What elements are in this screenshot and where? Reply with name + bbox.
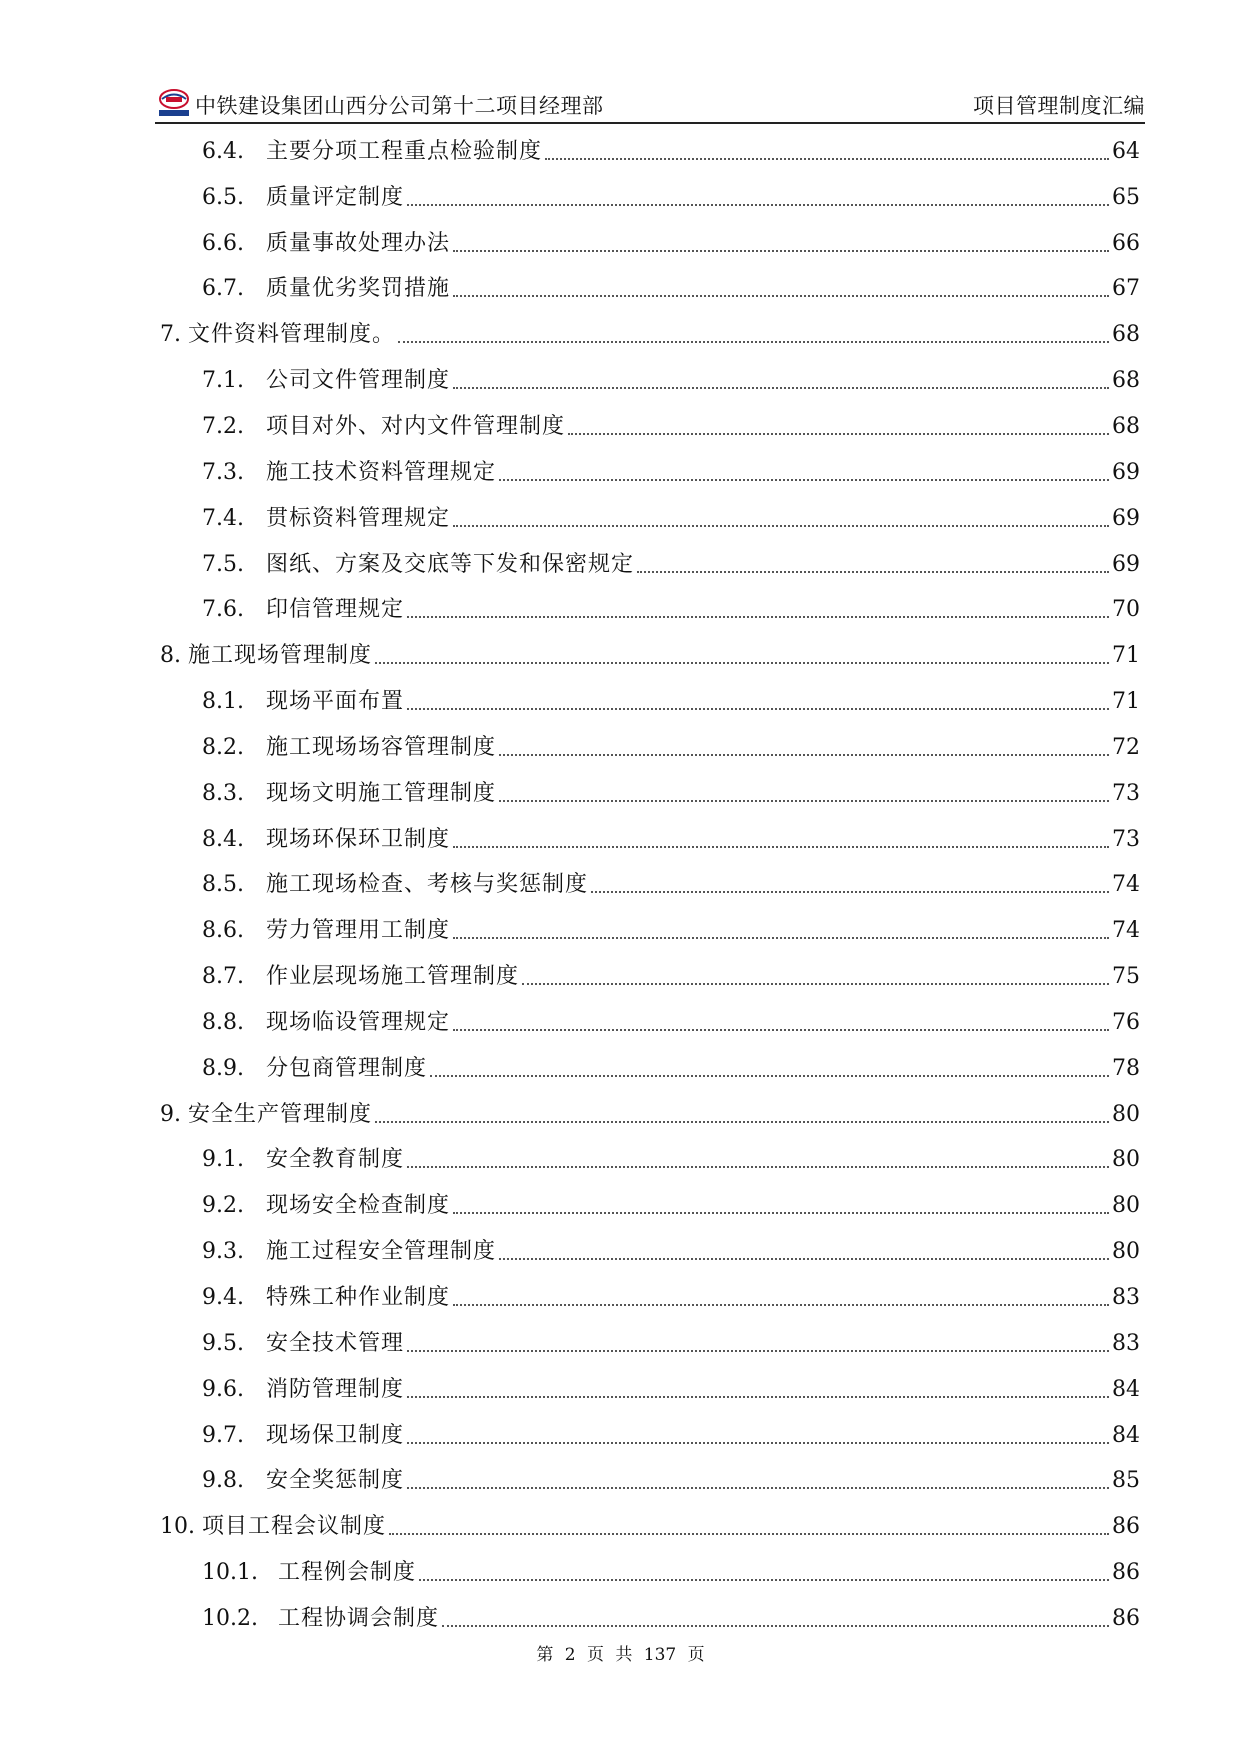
- header-document-title: 项目管理制度汇编: [973, 94, 1145, 118]
- page-footer: 第 2 页 共 137 页: [536, 1645, 705, 1665]
- toc-entry-page: 66: [1112, 230, 1140, 256]
- toc-entry-number: 9.6.: [202, 1376, 244, 1402]
- toc-dot-leader: [453, 1212, 1109, 1214]
- toc-entry-number: 6.5.: [202, 184, 244, 210]
- toc-entry-number: 9.5.: [202, 1330, 244, 1356]
- toc-entry-page: 86: [1112, 1605, 1140, 1631]
- toc-dot-leader: [591, 891, 1109, 893]
- toc-dot-leader: [453, 525, 1109, 527]
- toc-dot-leader: [419, 1579, 1109, 1581]
- toc-entry-title: 文件资料管理制度。: [188, 322, 396, 348]
- toc-entry[interactable]: [160, 1046, 1140, 1092]
- toc-dot-leader: [568, 433, 1109, 435]
- toc-entry[interactable]: [160, 1183, 1140, 1229]
- toc-entry-number: 8.6.: [202, 918, 244, 944]
- toc-entry[interactable]: [160, 633, 1140, 679]
- toc-entry-number: 9.1.: [202, 1147, 244, 1173]
- toc-dot-leader: [453, 250, 1109, 252]
- toc-entry-page: 70: [1112, 597, 1140, 623]
- toc-dot-leader: [453, 1304, 1109, 1306]
- toc-entry-number: 8.7.: [202, 964, 244, 990]
- toc-entry[interactable]: [160, 1458, 1140, 1504]
- toc-dot-leader: [389, 1533, 1109, 1535]
- toc-entry-number: 6.6.: [202, 230, 244, 256]
- toc-entry-page: 75: [1112, 964, 1140, 990]
- toc-entry[interactable]: [160, 1321, 1140, 1367]
- toc-entry-title: 贯标资料管理规定: [266, 505, 451, 531]
- toc-entry-title: 图纸、方案及交底等下发和保密规定: [266, 551, 635, 577]
- toc-dot-leader: [407, 1442, 1109, 1444]
- toc-entry-page: 73: [1112, 780, 1140, 806]
- toc-entry-page: 80: [1112, 1147, 1140, 1173]
- toc-dot-leader: [407, 1350, 1109, 1352]
- toc-entry[interactable]: [160, 725, 1140, 771]
- toc-entry-number: 7.1.: [202, 368, 244, 394]
- toc-dot-leader: [637, 571, 1109, 573]
- toc-dot-leader: [453, 295, 1109, 297]
- toc-dot-leader: [407, 708, 1109, 710]
- toc-number-gap: [195, 1516, 202, 1538]
- toc-entry[interactable]: [160, 1000, 1140, 1046]
- toc-entry-page: 68: [1112, 368, 1140, 394]
- toc-entry-title: 现场临设管理规定: [266, 1009, 451, 1035]
- toc-entry-number: 8.9.: [202, 1055, 244, 1081]
- toc-entry[interactable]: [160, 1596, 1140, 1642]
- toc-dot-leader: [499, 479, 1109, 481]
- toc-entry[interactable]: [160, 817, 1140, 863]
- toc-entry-title: 施工现场检查、考核与奖惩制度: [266, 872, 589, 898]
- toc-entry-title: 质量评定制度: [266, 184, 405, 210]
- toc-entry-title: 施工过程安全管理制度: [266, 1239, 497, 1265]
- toc-entry-number: 6.4.: [202, 138, 244, 164]
- toc-entry[interactable]: [160, 175, 1140, 221]
- toc-entry-page: 69: [1112, 551, 1140, 577]
- toc-entry-page: 74: [1112, 872, 1140, 898]
- toc-entry[interactable]: [160, 954, 1140, 1000]
- toc-entry-page: 65: [1112, 184, 1140, 210]
- toc-entry-title: 质量优劣奖罚措施: [266, 276, 451, 302]
- toc-entry-page: 80: [1112, 1193, 1140, 1219]
- toc-entry-page: 83: [1112, 1285, 1140, 1311]
- toc-entry-title: 施工现场场容管理制度: [266, 734, 497, 760]
- toc-entry[interactable]: [160, 267, 1140, 313]
- toc-entry-page: 71: [1112, 643, 1140, 669]
- toc-entry-number: 7.3.: [202, 459, 244, 485]
- toc-dot-leader: [407, 1487, 1109, 1489]
- toc-entry[interactable]: [160, 450, 1140, 496]
- toc-entry-title: 作业层现场施工管理制度: [266, 964, 520, 990]
- toc-dot-leader: [499, 754, 1109, 756]
- toc-entry[interactable]: [160, 1092, 1140, 1138]
- toc-entry-title: 现场平面布置: [266, 689, 405, 715]
- toc-entry[interactable]: [160, 587, 1140, 633]
- header-divider: [155, 122, 1145, 124]
- toc-entry-title: 安全技术管理: [266, 1330, 405, 1356]
- toc-dot-leader: [545, 158, 1109, 160]
- toc-entry-number: 8.1.: [202, 689, 244, 715]
- toc-entry-page: 80: [1112, 1101, 1140, 1127]
- toc-entry[interactable]: [160, 679, 1140, 725]
- toc-dot-leader: [430, 1075, 1109, 1077]
- toc-entry[interactable]: [160, 221, 1140, 267]
- toc-dot-leader: [453, 1029, 1109, 1031]
- toc-entry-title: 安全教育制度: [266, 1147, 405, 1173]
- toc-entry-title: 现场文明施工管理制度: [266, 780, 497, 806]
- toc-entry-number: 8.3.: [202, 780, 244, 806]
- toc-entry-number: 7.5.: [202, 551, 244, 577]
- toc-entry-number: 9.7.: [202, 1422, 244, 1448]
- toc-entry[interactable]: [160, 404, 1140, 450]
- toc-entry[interactable]: [160, 1504, 1140, 1550]
- toc-entry-page: 68: [1112, 413, 1140, 439]
- toc-entry-number: 8.5.: [202, 872, 244, 898]
- toc-entry[interactable]: [160, 1550, 1140, 1596]
- toc-entry-number: 9.2.: [202, 1193, 244, 1219]
- toc-entry-number: 7.6.: [202, 597, 244, 623]
- toc-entry-title: 工程协调会制度: [278, 1605, 440, 1631]
- toc-entry-page: 78: [1112, 1055, 1140, 1081]
- toc-entry-page: 83: [1112, 1330, 1140, 1356]
- toc-entry-title: 劳力管理用工制度: [266, 918, 451, 944]
- toc-entry-page: 84: [1112, 1376, 1140, 1402]
- toc-entry[interactable]: [160, 1275, 1140, 1321]
- toc-entry[interactable]: [160, 1413, 1140, 1459]
- toc-entry-number: 8.4.: [202, 826, 244, 852]
- toc-entry-title: 现场安全检查制度: [266, 1193, 451, 1219]
- toc-entry-number: 10.1.: [202, 1560, 258, 1586]
- toc-entry-page: 84: [1112, 1422, 1140, 1448]
- crcc-logo-icon: [157, 88, 191, 118]
- toc-entry[interactable]: [160, 312, 1140, 358]
- toc-entry-title: 现场保卫制度: [266, 1422, 405, 1448]
- toc-entry-title: 安全奖惩制度: [266, 1468, 405, 1494]
- table-of-contents: [160, 129, 1140, 1642]
- toc-entry-number: 9.4.: [202, 1285, 244, 1311]
- toc-entry-number: 7.: [160, 322, 181, 348]
- toc-entry-title: 分包商管理制度: [266, 1055, 428, 1081]
- toc-entry[interactable]: [160, 542, 1140, 588]
- toc-entry-title: 公司文件管理制度: [266, 368, 451, 394]
- toc-dot-leader: [453, 387, 1109, 389]
- toc-entry-title: 主要分项工程重点检验制度: [266, 138, 543, 164]
- toc-number-gap: [181, 324, 188, 346]
- toc-entry-title: 质量事故处理办法: [266, 230, 451, 256]
- toc-entry-page: 86: [1112, 1560, 1140, 1586]
- toc-entry-page: 86: [1112, 1514, 1140, 1540]
- toc-entry[interactable]: [160, 358, 1140, 404]
- toc-entry-title: 消防管理制度: [266, 1376, 405, 1402]
- toc-number-gap: [181, 1104, 188, 1126]
- toc-entry[interactable]: [160, 129, 1140, 175]
- toc-dot-leader: [375, 662, 1109, 664]
- toc-entry-page: 69: [1112, 505, 1140, 531]
- toc-dot-leader: [407, 1166, 1109, 1168]
- toc-entry-title: 施工技术资料管理规定: [266, 459, 497, 485]
- toc-entry-page: 71: [1112, 689, 1140, 715]
- toc-number-gap: [181, 645, 188, 667]
- toc-entry-number: 10.2.: [202, 1605, 258, 1631]
- toc-entry-page: 80: [1112, 1239, 1140, 1265]
- toc-dot-leader: [453, 846, 1109, 848]
- toc-entry-title: 安全生产管理制度: [188, 1101, 373, 1127]
- toc-entry-number: 8.2.: [202, 734, 244, 760]
- toc-entry-number: 9.8.: [202, 1468, 244, 1494]
- toc-dot-leader: [499, 1258, 1109, 1260]
- toc-entry-title: 项目工程会议制度: [202, 1514, 387, 1540]
- toc-entry-page: 73: [1112, 826, 1140, 852]
- toc-dot-leader: [407, 616, 1109, 618]
- toc-entry[interactable]: [160, 1138, 1140, 1184]
- toc-entry-number: 7.2.: [202, 413, 244, 439]
- toc-entry-number: 8.8.: [202, 1009, 244, 1035]
- toc-entry-number: 9.: [160, 1101, 181, 1127]
- toc-entry-page: 64: [1112, 138, 1140, 164]
- toc-entry-title: 工程例会制度: [278, 1560, 417, 1586]
- toc-entry[interactable]: [160, 1229, 1140, 1275]
- toc-entry-page: 67: [1112, 276, 1140, 302]
- toc-entry-page: 76: [1112, 1009, 1140, 1035]
- toc-dot-leader: [499, 800, 1109, 802]
- page-header: [155, 86, 1145, 122]
- toc-entry[interactable]: [160, 1367, 1140, 1413]
- toc-entry-title: 施工现场管理制度: [188, 643, 373, 669]
- toc-entry-number: 9.3.: [202, 1239, 244, 1265]
- toc-entry-page: 72: [1112, 734, 1140, 760]
- toc-entry-number: 10.: [160, 1514, 195, 1540]
- toc-dot-leader: [375, 1121, 1109, 1123]
- toc-dot-leader: [442, 1625, 1109, 1627]
- toc-entry-title: 现场环保环卫制度: [266, 826, 451, 852]
- toc-entry-page: 69: [1112, 459, 1140, 485]
- toc-dot-leader: [407, 204, 1109, 206]
- toc-entry-number: 6.7.: [202, 276, 244, 302]
- toc-entry[interactable]: [160, 908, 1140, 954]
- toc-entry-number: 8.: [160, 643, 181, 669]
- toc-entry-page: 74: [1112, 918, 1140, 944]
- header-organization: 中铁建设集团山西分公司第十二项目经理部: [195, 94, 604, 118]
- toc-dot-leader: [522, 983, 1109, 985]
- toc-entry[interactable]: [160, 863, 1140, 909]
- toc-dot-leader: [398, 341, 1109, 343]
- toc-entry-page: 68: [1112, 322, 1140, 348]
- toc-entry-title: 印信管理规定: [266, 597, 405, 623]
- toc-dot-leader: [453, 937, 1109, 939]
- toc-entry[interactable]: [160, 496, 1140, 542]
- toc-entry[interactable]: [160, 771, 1140, 817]
- toc-entry-title: 特殊工种作业制度: [266, 1285, 451, 1311]
- toc-entry-number: 7.4.: [202, 505, 244, 531]
- toc-entry-page: 85: [1112, 1468, 1140, 1494]
- toc-entry-title: 项目对外、对内文件管理制度: [266, 413, 566, 439]
- toc-dot-leader: [407, 1396, 1109, 1398]
